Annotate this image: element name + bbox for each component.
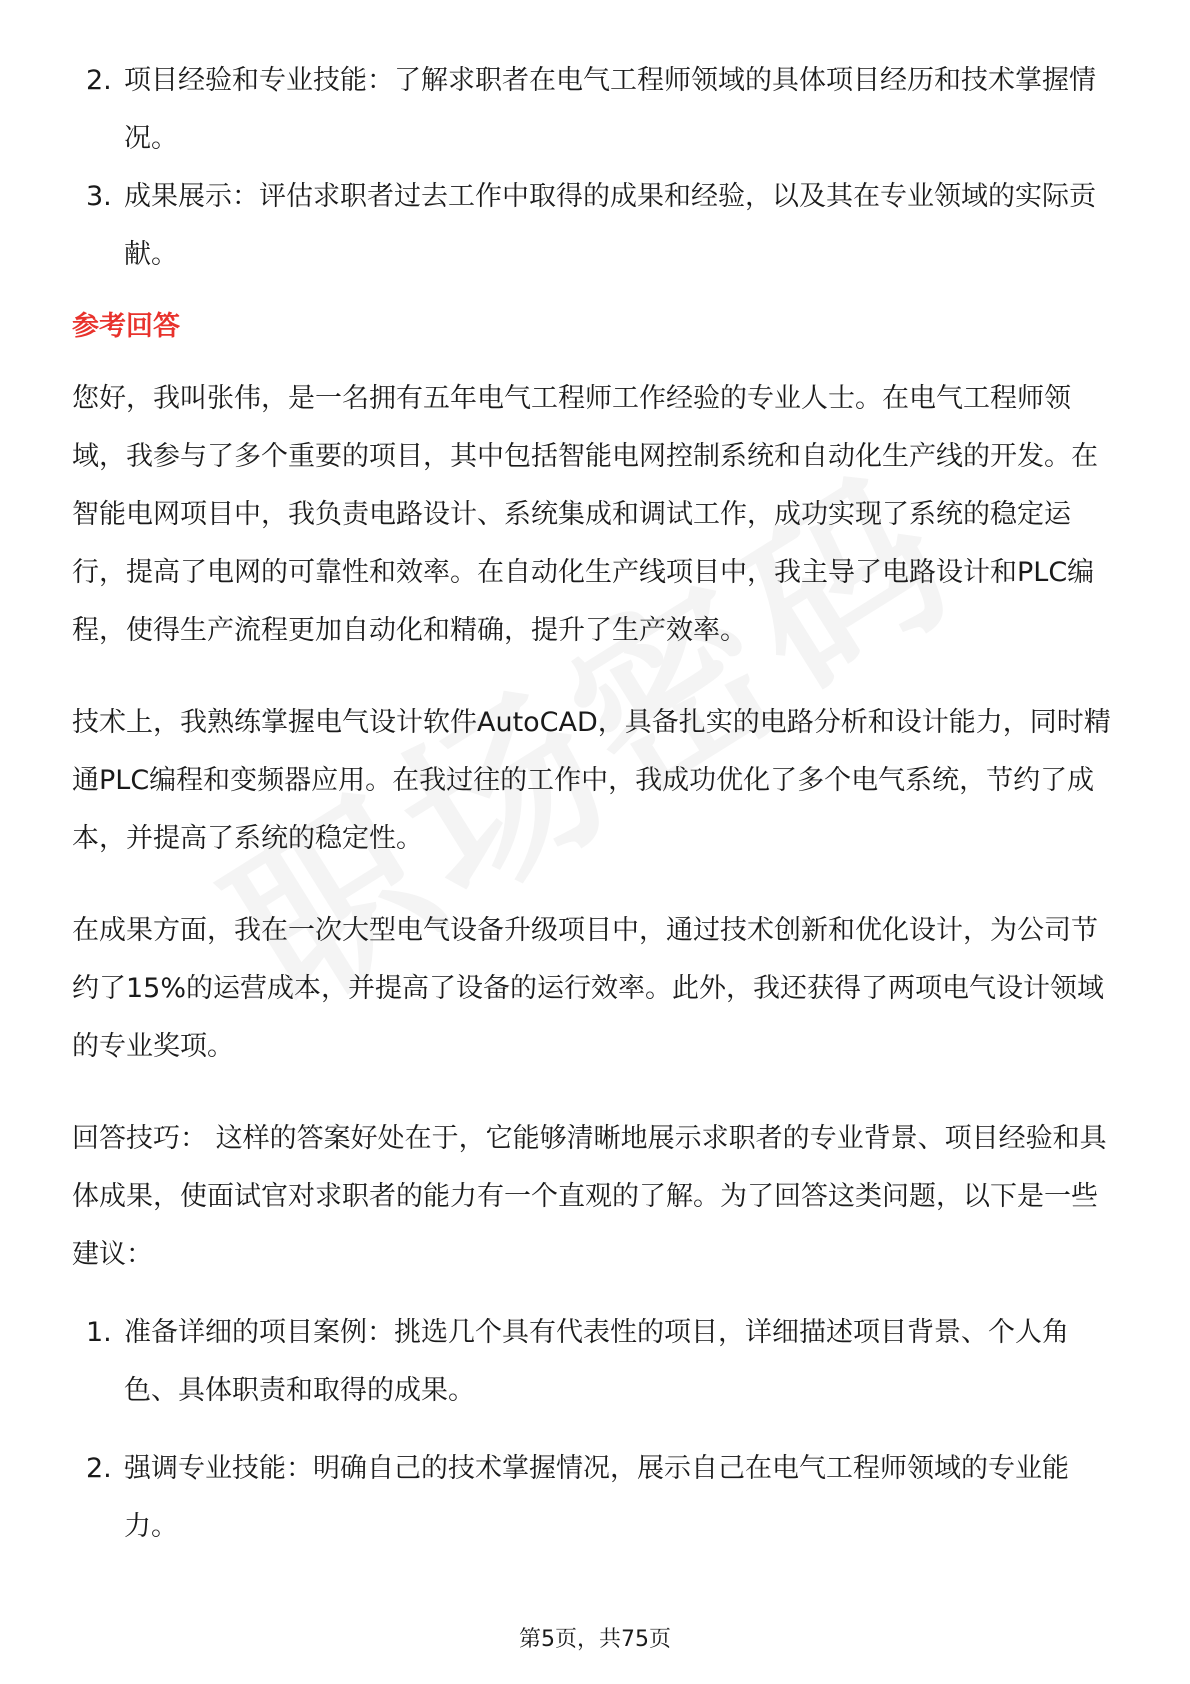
list-number: 2. [86,1453,112,1484]
list-item-text: 项目经验和专业技能：了解求职者在电气工程师领域的具体项目经历和技术掌握情况。 [124,65,1096,154]
list-item [72,168,1122,284]
list-number: 2. [86,65,112,96]
page-content [72,52,1122,1556]
list-item [72,1440,1122,1556]
page-footer: 第5页，共75页 [519,1627,671,1652]
top-numbered-list [72,52,1122,284]
list-number: 1. [86,1317,112,1348]
answer-paragraph: 您好，我叫张伟，是一名拥有五年电气工程师工作经验的专业人士。在电气工程师领域，我参与了多个重要的项目，其中包括智能电网控制系统和自动化生产线的开发。在智能电网项目中，我负责电路设计、系统集成和调试工作，成功实现了系统的稳定运行，提高了电网的可靠性和效率。在自动化生产线项目中，我主导了电路设计和PLC编程，使得生产流程更加自动化和精确，提升了生产效率。 [72,383,1098,646]
list-item [72,52,1122,168]
section-heading: 参考回答 [72,311,180,342]
list-item-text: 强调专业技能：明确自己的技术掌握情况，展示自己在电气工程师领域的专业能力。 [124,1453,1069,1542]
list-item-text: 准备详细的项目案例：挑选几个具有代表性的项目，详细描述项目背景、个人角色、具体职责和取得的成果。 [124,1317,1069,1406]
list-number: 3. [86,181,112,212]
list-item [72,1304,1122,1420]
tips-paragraph: 回答技巧： 这样的答案好处在于，它能够清晰地展示求职者的专业背景、项目经验和具体成果，使面试官对求职者的能力有一个直观的了解。为了回答这类问题，以下是一些建议： [72,1123,1107,1270]
answer-paragraph: 技术上，我熟练掌握电气设计软件AutoCAD，具备扎实的电路分析和设计能力，同时精通PLC编程和变频器应用。在我过往的工作中，我成功优化了多个电气系统，节约了成本，并提高了系统的稳定性。 [72,707,1111,854]
list-item-text: 成果展示：评估求职者过去工作中取得的成果和经验，以及其在专业领域的实际贡献。 [124,181,1096,270]
bottom-numbered-list [72,1304,1122,1556]
answer-paragraph: 在成果方面，我在一次大型电气设备升级项目中，通过技术创新和优化设计，为公司节约了15%的运营成本，并提高了设备的运行效率。此外，我还获得了两项电气设计领域的专业奖项。 [72,915,1105,1062]
